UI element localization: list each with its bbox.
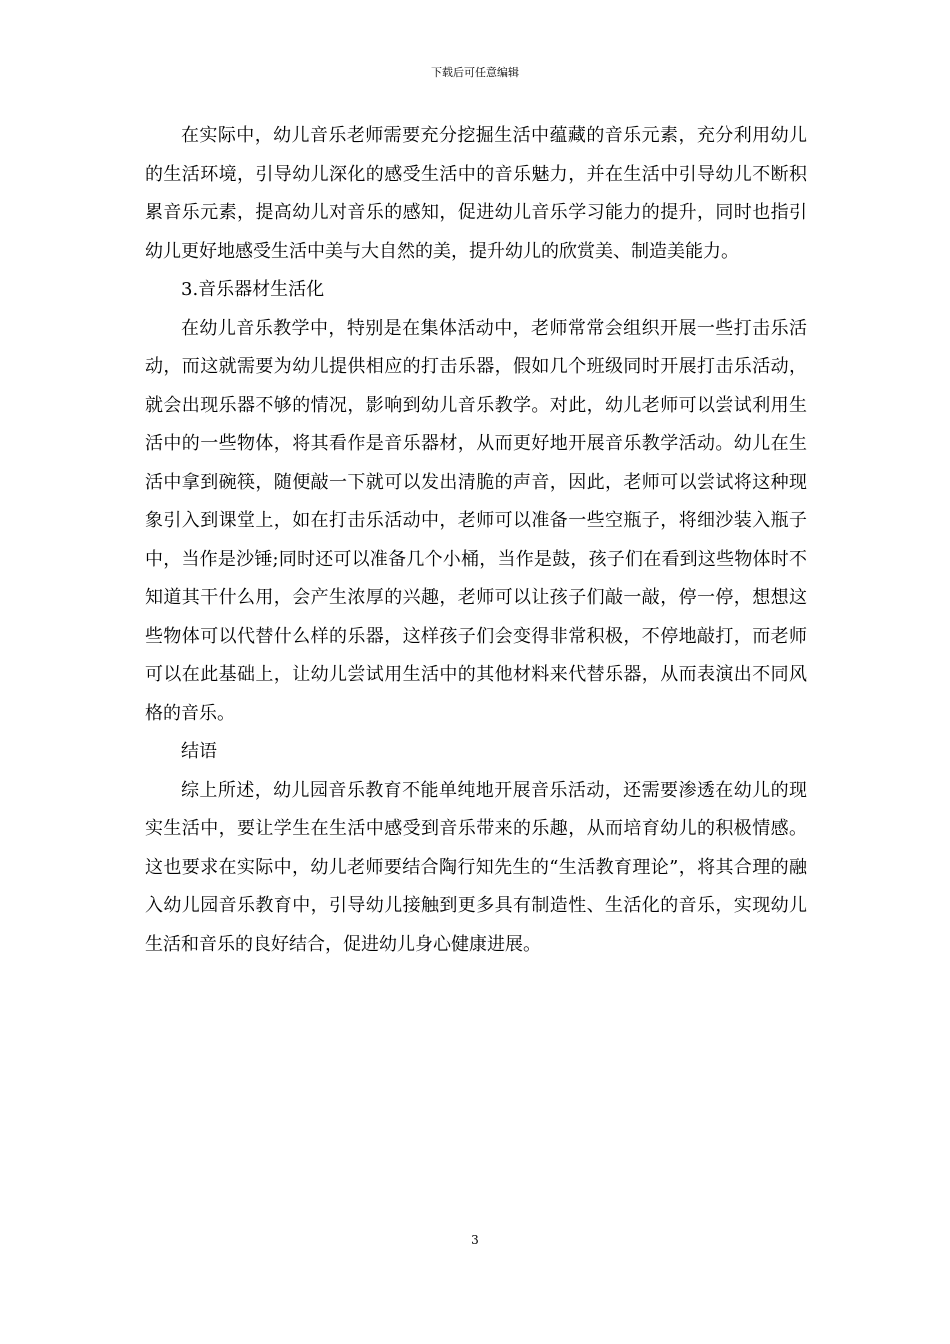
paragraph-conclusion: 综上所述，幼儿园音乐教育不能单纯地开展音乐活动，还需要渗透在幼儿的现实生活中，要让学生在生活中感受到音乐带来的乐趣，从而培育幼儿的积极情感。这也要求在实际中，幼儿老师要结合陶行知先生的“生活教育理论”，将其合理的融入幼儿园音乐教育中，引导幼儿接触到更多具有制造性、生活化的音乐，实现幼儿生活和音乐的良好结合，促进幼儿身心健康进展。 — [145, 779, 807, 955]
paragraph-instruments: 在幼儿音乐教学中，特别是在集体活动中，老师常常会组织开展一些打击乐活动，而这就需要为幼儿提供相应的打击乐器，假如几个班级同时开展打击乐活动，就会出现乐器不够的情况，影响到幼儿音乐教学。对此，幼儿老师可以尝试利用生活中的一些物体，将其看作是音乐器材，从而更好地开展音乐教学活动。幼儿在生活中拿到碗筷，随便敲一下就可以发出清脆的声音，因此，老师可以尝试将这种现象引入到课堂上，如在打击乐活动中，老师可以准备一些空瓶子，将细沙装入瓶子中，当作是沙锤;同时还可以准备几个小桶，当作是鼓，孩子们在看到这些物体时不知道其干什么用，会产生浓厚的兴趣，老师可以让孩子们敲一敲，停一停，想想这些物体可以代替什么样的乐器，这样孩子们会变得非常积极，不停地敲打，而老师可以在此基础上，让幼儿尝试用生活中的其他材料来代替乐器，从而表演出不同风格的音乐。 — [145, 317, 807, 724]
section-heading-instruments: 3.音乐器材生活化 — [181, 279, 325, 300]
section-heading-conclusion: 结语 — [181, 741, 217, 762]
page-header: 下载后可任意编辑 — [431, 66, 519, 79]
document-body — [145, 117, 807, 964]
page-number: 3 — [471, 1233, 479, 1247]
paragraph-life-music-elements: 在实际中，幼儿音乐老师需要充分挖掘生活中蕴藏的音乐元素，充分利用幼儿的生活环境，引导幼儿深化的感受生活中的音乐魅力，并在生活中引导幼儿不断积累音乐元素，提高幼儿对音乐的感知，促进幼儿音乐学习能力的提升，同时也指引幼儿更好地感受生活中美与大自然的美，提升幼儿的欣赏美、制造美能力。 — [145, 125, 807, 262]
